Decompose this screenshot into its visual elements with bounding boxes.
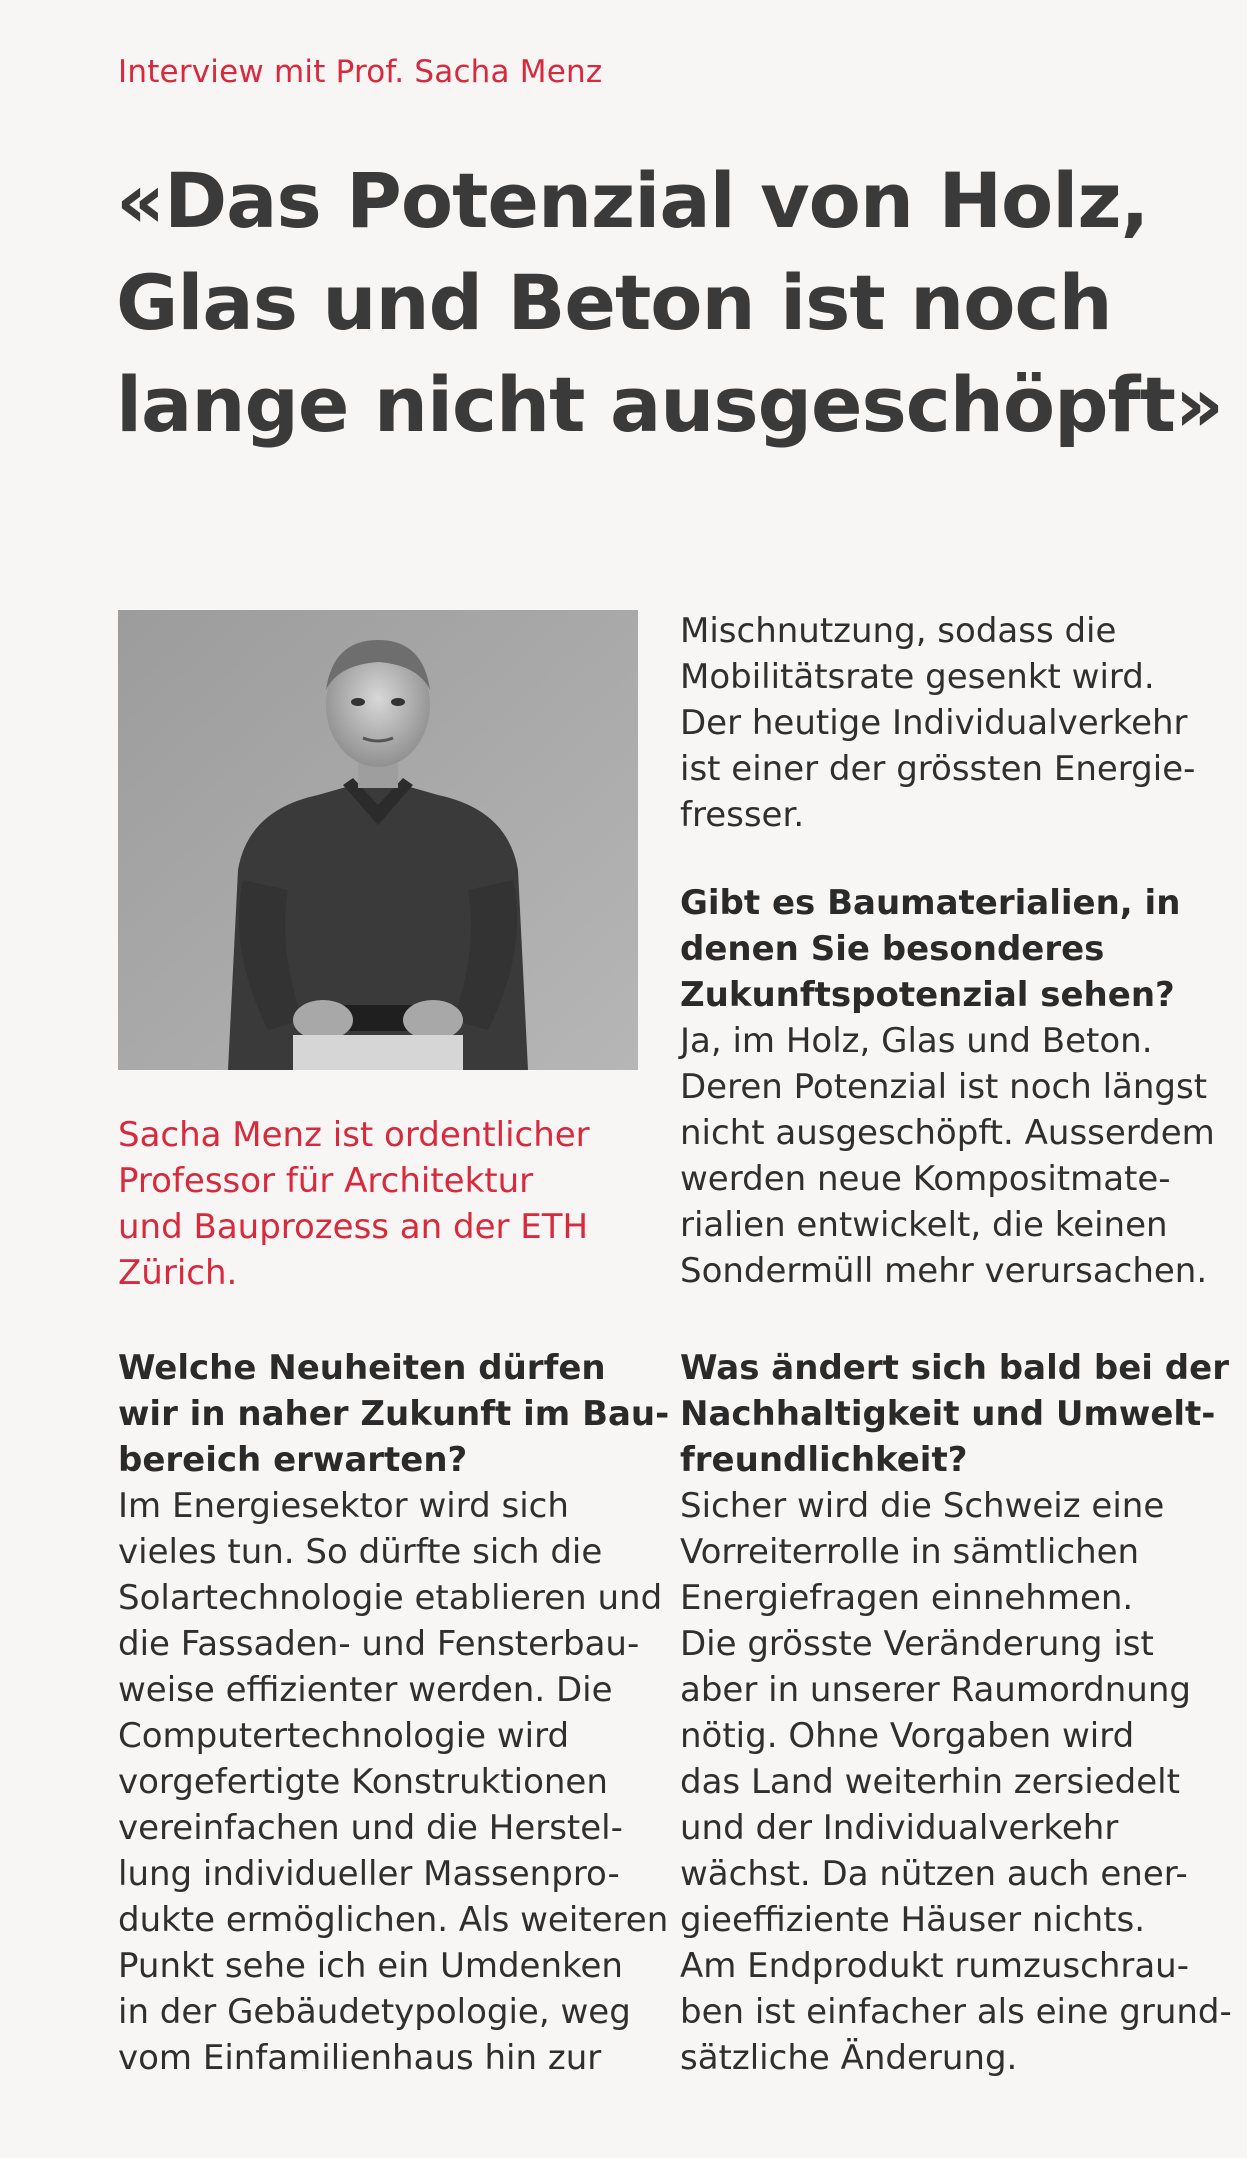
headline: [116, 150, 1224, 456]
answer-line: weise effizienter werden. Die: [118, 1670, 613, 1710]
caption-line: Zürich.: [118, 1253, 238, 1293]
right-qa-block-materials: [680, 880, 1215, 1294]
answer-line: Mischnutzung, sodass die: [680, 611, 1117, 651]
caption-line: Sacha Menz ist ordentlicher: [118, 1115, 590, 1155]
question-line: freundlichkeit?: [680, 1440, 968, 1480]
question-line: wir in naher Zukunft im Bau-: [118, 1394, 670, 1434]
answer-line: nicht ausgeschöpft. Ausserdem: [680, 1113, 1215, 1153]
headline-line: Glas und Beton ist noch: [116, 258, 1112, 347]
headline-line: «Das Potenzial von Holz,: [116, 156, 1149, 245]
right-continued-answer: [680, 608, 1200, 838]
answer-line: vom Einfamilienhaus hin zur: [118, 2038, 602, 2078]
question-line: Welche Neuheiten dürfen: [118, 1348, 606, 1388]
answer-line: Mobilitätsrate gesenkt wird.: [680, 657, 1155, 697]
answer-line: das Land weiterhin zersiedelt: [680, 1762, 1180, 1802]
answer-line: dukte ermöglichen. Als weiteren: [118, 1900, 669, 1940]
caption-line: Professor für Architektur: [118, 1161, 534, 1201]
answer-line: Sicher wird die Schweiz eine: [680, 1486, 1165, 1526]
answer: [680, 608, 1200, 838]
answer: [118, 1483, 669, 2081]
answer-line: Die grösste Veränderung ist: [680, 1624, 1154, 1664]
portrait-photo-image: [118, 610, 638, 1070]
right-qa-block-sustainability: [680, 1345, 1232, 2081]
answer-line: Der heutige Individualverkehr: [680, 703, 1188, 743]
question-line: bereich erwarten?: [118, 1440, 468, 1480]
answer-line: Deren Potenzial ist noch längst: [680, 1067, 1208, 1107]
headline-line: lange nicht ausgeschöpft»: [116, 360, 1224, 449]
answer-line: ben ist einfacher als eine grund-: [680, 1992, 1232, 2032]
answer-line: gieeffiziente Häuser nichts.: [680, 1900, 1146, 1940]
photo-caption: [118, 1112, 638, 1296]
answer-line: Energiefragen einnehmen.: [680, 1578, 1134, 1618]
answer-line: wächst. Da nützen auch ener-: [680, 1854, 1188, 1894]
question-line: denen Sie besonderes: [680, 929, 1105, 969]
answer-line: rialien entwickelt, die keinen: [680, 1205, 1168, 1245]
answer-line: lung individueller Massenpro-: [118, 1854, 620, 1894]
kicker: Interview mit Prof. Sacha Menz: [118, 54, 603, 90]
answer-line: Im Energiesektor wird sich: [118, 1486, 569, 1526]
answer-line: und der Individualverkehr: [680, 1808, 1119, 1848]
answer-line: aber in unserer Raumordnung: [680, 1670, 1191, 1710]
answer: [680, 1483, 1232, 2081]
answer-line: vorgefertigte Konstruktionen: [118, 1762, 608, 1802]
answer-line: Punkt sehe ich ein Umdenken: [118, 1946, 623, 1986]
portrait-photo: [118, 610, 638, 1070]
answer-line: vieles tun. So dürfte sich die: [118, 1532, 603, 1572]
answer-line: Vorreiterrolle in sämtlichen: [680, 1532, 1140, 1572]
answer-line: Solartechnologie etablieren und: [118, 1578, 663, 1618]
answer: [680, 1018, 1215, 1294]
answer-line: Ja, im Holz, Glas und Beton.: [680, 1021, 1153, 1061]
left-qa-block: [118, 1345, 670, 2081]
answer-line: vereinfachen und die Herstel-: [118, 1808, 623, 1848]
answer-line: werden neue Kompositmate-: [680, 1159, 1171, 1199]
answer-line: die Fassaden- und Fensterbau-: [118, 1624, 640, 1664]
question: [680, 880, 1200, 1018]
answer-line: nötig. Ohne Vorgaben wird: [680, 1716, 1135, 1756]
answer-line: in der Gebäudetypologie, weg: [118, 1992, 631, 2032]
answer-line: fresser.: [680, 795, 805, 835]
question: [118, 1345, 670, 1483]
answer-line: Am Endprodukt rumzuschrau-: [680, 1946, 1190, 1986]
caption-line: und Bauprozess an der ETH: [118, 1207, 589, 1247]
answer-line: Sondermüll mehr verursachen.: [680, 1251, 1208, 1291]
answer-line: sätzliche Änderung.: [680, 2038, 1018, 2078]
question-line: Zukunftspotenzial sehen?: [680, 975, 1175, 1015]
answer-line: ist einer der grössten Energie-: [680, 749, 1196, 789]
answer-line: Computertechnologie wird: [118, 1716, 570, 1756]
question: [680, 1345, 1229, 1483]
question-line: Nachhaltigkeit und Umwelt-: [680, 1394, 1216, 1434]
question-line: Was ändert sich bald bei der: [680, 1348, 1229, 1388]
question-line: Gibt es Baumaterialien, in: [680, 883, 1181, 923]
